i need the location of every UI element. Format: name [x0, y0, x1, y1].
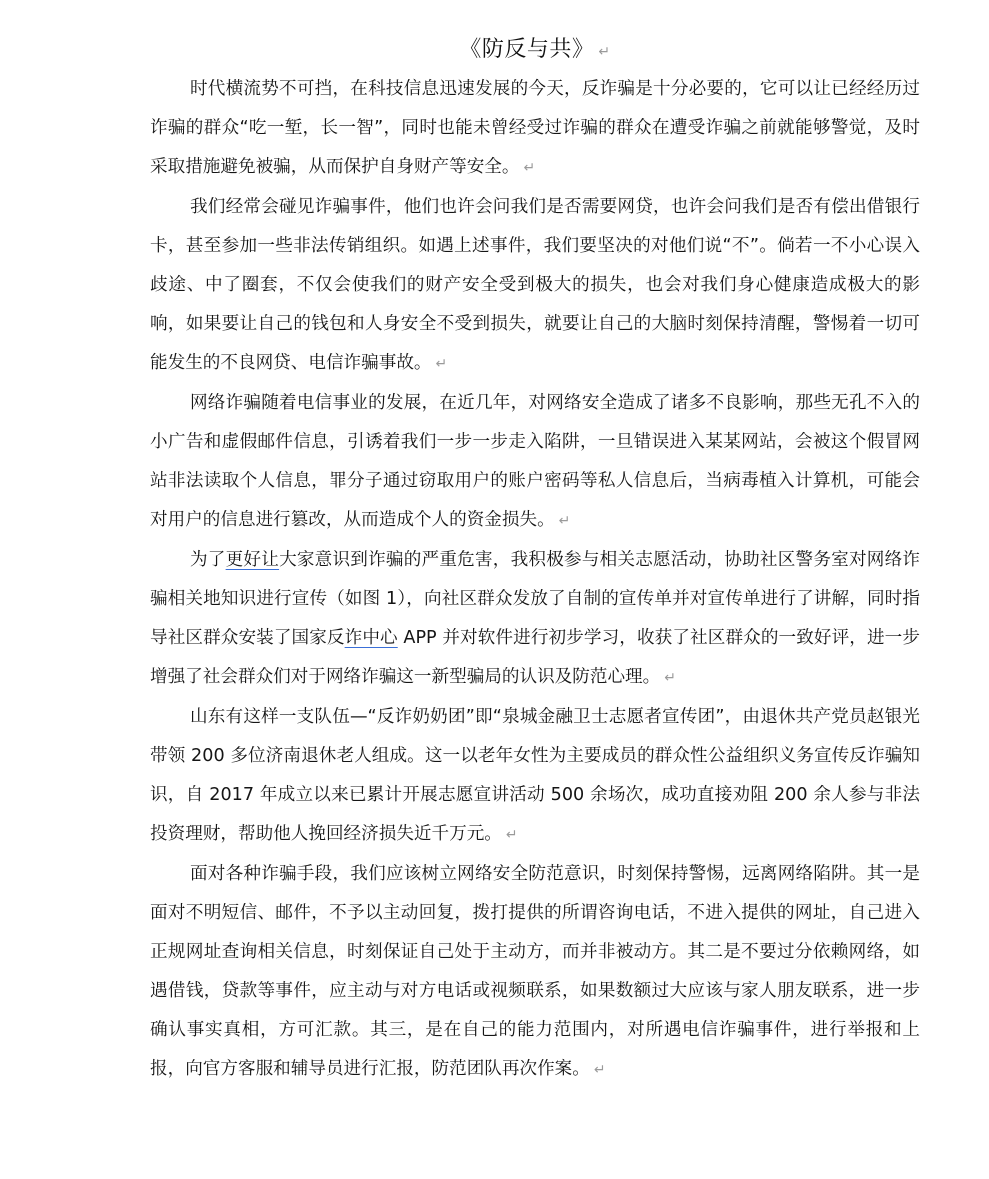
grammar-underline-text[interactable]: 诈中心 — [344, 628, 398, 648]
paragraph-mark-icon: ↵ — [505, 827, 518, 843]
document-title — [150, 30, 920, 70]
paragraph-mark-icon: ↵ — [558, 513, 571, 529]
paragraph-mark-icon: ↵ — [598, 44, 611, 60]
paragraph-mark-icon: ↵ — [593, 1062, 606, 1078]
title-text: 《防反与共》 — [459, 37, 595, 62]
paragraph-text: 时代横流势不可挡，在科技信息迅速发展的今天，反诈骗是十分必要的，它可以让已经经历过诈骗的群众“吃一堑，长一智”，同时也能未曾经受过诈骗的群众在遭受诈骗之前就能够警觉，及时采取措施避免被骗，从而保护自身财产等安全。 — [150, 79, 920, 177]
paragraph-6 — [150, 855, 920, 1090]
grammar-underline-text[interactable]: 更好让 — [225, 550, 280, 570]
paragraph-mark-icon: ↵ — [523, 160, 536, 176]
paragraph-text: APP 并对软件进行初步学习，收获了社区群众的一致好评，进一步增强了社会群众们对于网络诈骗这一新型骗局的认识及防范心理。 — [150, 628, 920, 687]
paragraph-5 — [150, 698, 920, 855]
paragraph-1 — [150, 70, 920, 188]
paragraph-mark-icon: ↵ — [664, 670, 676, 686]
paragraph-2 — [150, 188, 920, 384]
paragraph-text: 山东有这样一支队伍—“反诈奶奶团”即“泉城金融卫士志愿者宣传团”，由退休共产党员赵银光带领 200 多位济南退休老人组成。这一以老年女性为主要成员的群众性公益组织义务宣传反诈骗知识，自 2017 年成立以来已累计开展志愿宣讲活动 500 余场次，成功直接劝阻 200 余人参与非法投资理财，帮助他人挽回经济损失近千万元。 — [150, 707, 920, 844]
paragraph-text: 大家意识到诈骗的严重危害，我积极参与相关志愿活动，协助社区警务室对网络诈骗相关地知识进行宣传（如图 1），向社区群众发放了自制的宣传单并对宣传单进行了讲解，同时指导社区群众安装了国家反 — [150, 550, 920, 648]
paragraph-text: 网络诈骗随着电信事业的发展，在近几年，对网络安全造成了诸多不良影响，那些无孔不入的小广告和虚假邮件信息，引诱着我们一步一步走入陷阱，一旦错误进入某某网站，会被这个假冒网站非法读取个人信息，罪分子通过窃取用户的账户密码等私人信息后，当病毒植入计算机，可能会对用户的信息进行篡改，从而造成个人的资金损失。 — [150, 393, 920, 530]
paragraph-text: 面对各种诈骗手段，我们应该树立网络安全防范意识，时刻保持警惕，远离网络陷阱。其一是面对不明短信、邮件，不予以主动回复，拨打提供的所谓咨询电话，不进入提供的网址，自己进入正规网址查询相关信息，时刻保证自己处于主动方，而并非被动方。其二是不要过分依赖网络，如遇借钱，贷款等事件，应主动与对方电话或视频联系，如果数额过大应该与家人朋友联系，进一步确认事实真相，方可汇款。其三，是在自己的能力范围内，对所遇电信诈骗事件，进行举报和上报，向官方客服和辅导员进行汇报，防范团队再次作案。 — [150, 864, 920, 1079]
paragraph-3 — [150, 384, 920, 541]
paragraph-4 — [150, 541, 920, 698]
paragraph-mark-icon: ↵ — [435, 356, 448, 372]
paragraph-text: 我们经常会碰见诈骗事件，他们也许会问我们是否需要网贷，也许会问我们是否有偿出借银行卡，甚至参加一些非法传销组织。如遇上述事件，我们要坚决的对他们说“不”。倘若一不小心误入歧途、中了圈套，不仅会使我们的财产安全受到极大的损失，也会对我们身心健康造成极大的影响，如果要让自己的钱包和人身安全不受到损失，就要让自己的大脑时刻保持清醒，警惕着一切可能发生的不良网贷、电信诈骗事故。 — [150, 197, 920, 373]
paragraph-text: 为了 — [190, 550, 226, 570]
document-page — [150, 30, 920, 1090]
